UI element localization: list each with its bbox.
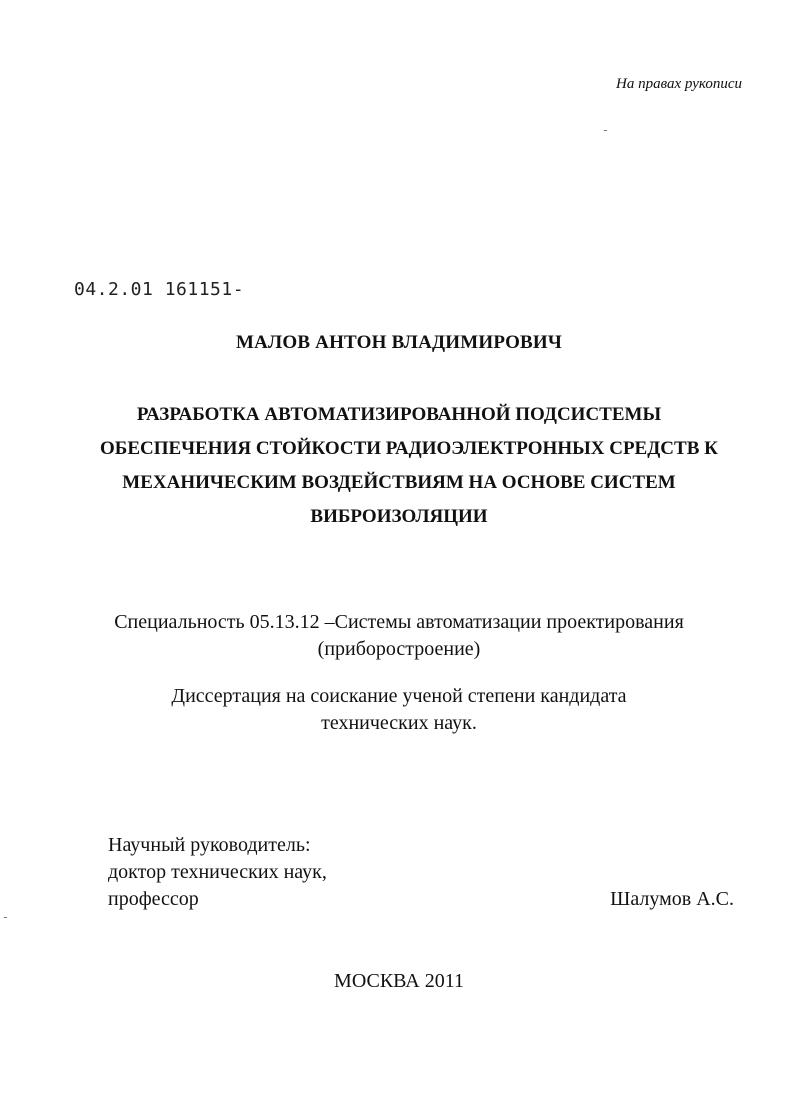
scan-speck <box>4 917 7 918</box>
city-year: МОСКВА 2011 <box>334 970 464 992</box>
supervisor-rank: профессор <box>108 888 199 910</box>
title-line: РАЗРАБОТКА АВТОМАТИЗИРОВАННОЙ ПОДСИСТЕМЫ <box>136 404 662 425</box>
title-line: ОБЕСПЕЧЕНИЯ СТОЙКОСТИ РАДИОЭЛЕКТРОННЫХ СРЕДСТВ К <box>100 438 718 459</box>
rights-note: На правах рукописи <box>616 76 742 92</box>
author-name: МАЛОВ АНТОН ВЛАДИМИРОВИЧ <box>235 332 563 353</box>
supervisor-block <box>108 832 327 913</box>
degree-block <box>60 683 738 737</box>
supervisor-label: Научный руководитель: <box>108 834 311 856</box>
specialty-line: Специальность 05.13.12 –Системы автоматизации проектирования <box>114 611 684 633</box>
scan-speck <box>604 130 607 131</box>
title-line: МЕХАНИЧЕСКИМ ВОЗДЕЙСТВИЯМ НА ОСНОВЕ СИСТЕМ <box>122 472 676 493</box>
specialty-line: (приборостроение) <box>317 638 481 660</box>
supervisor-degree: доктор технических наук, <box>108 861 327 883</box>
dissertation-title <box>100 398 718 534</box>
supervisor-name: Шалумов А.С. <box>610 888 734 910</box>
title-line: ВИБРОИЗОЛЯЦИИ <box>310 506 488 527</box>
specialty-block <box>60 609 738 663</box>
degree-line: Диссертация на соискание ученой степени кандидата <box>171 685 627 707</box>
registration-number: 04.2.01 161151- <box>74 279 245 300</box>
degree-line: технических наук. <box>321 712 477 734</box>
